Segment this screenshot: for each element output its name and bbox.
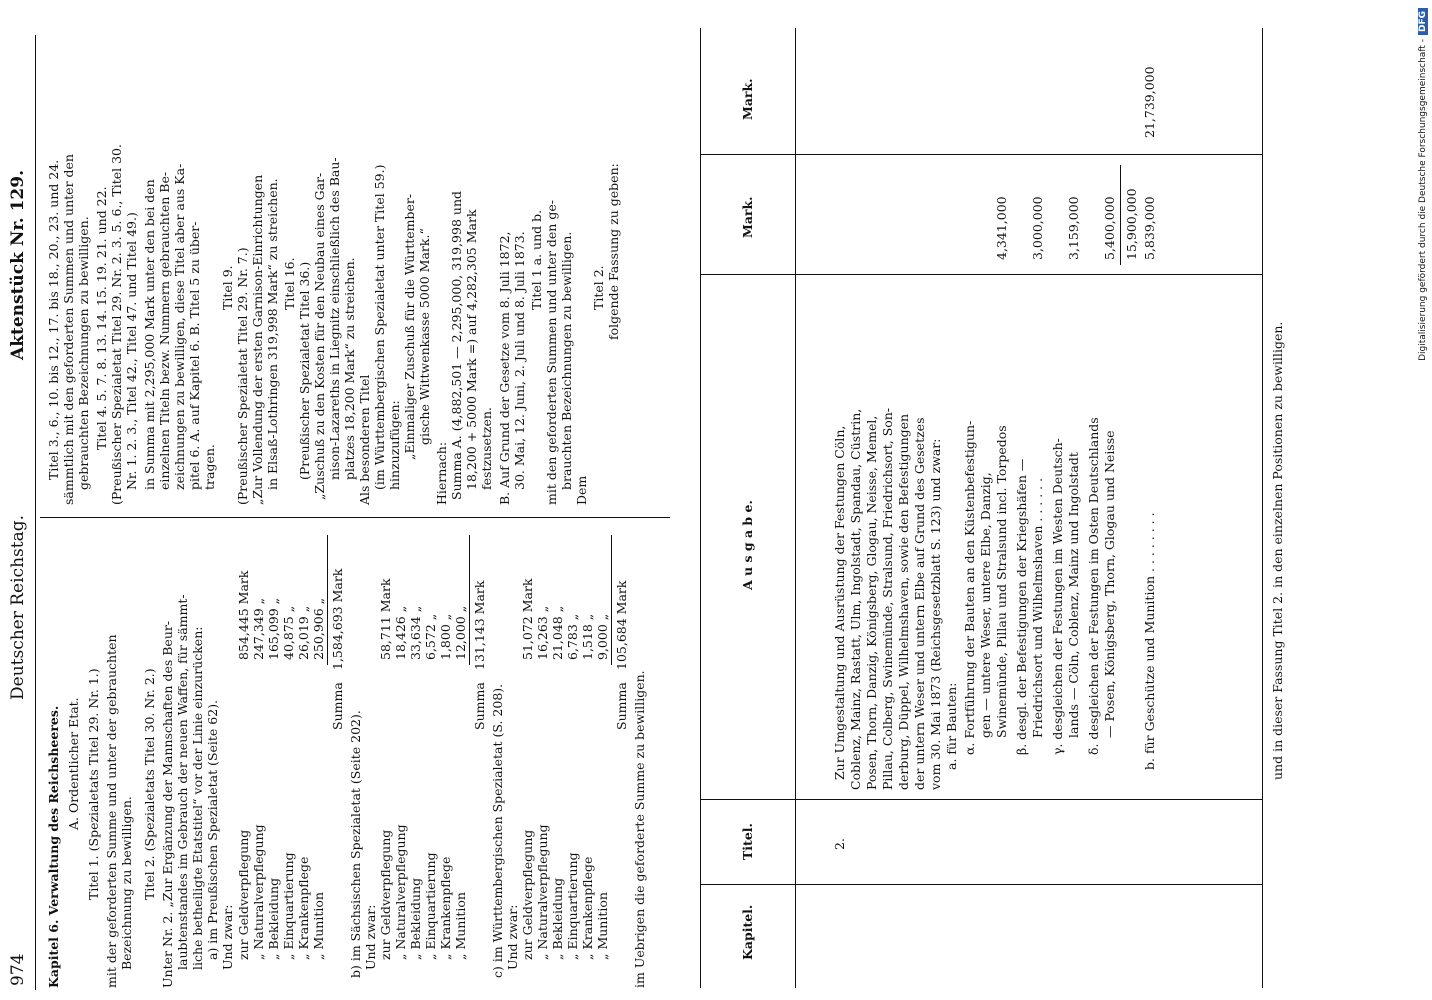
sum-value: 105,684 Mark [614, 580, 629, 670]
list-item-label: „ Naturalverpflegung [251, 824, 266, 960]
list-item-value: 18,426 „ [393, 605, 408, 660]
titel2-text-line: laubtenstandes im Gebrauch der neuen Waffen, für sämmt- [175, 594, 190, 970]
text-line: einzelnen Titeln bezw. Nummern gebrauchten Be- [157, 171, 172, 490]
column-rule [700, 799, 1262, 800]
header-kapitel: Kapitel. [740, 904, 755, 960]
digitization-credit [1418, 8, 1432, 994]
text-line: in Summa mit 2,295,000 Mark unter den bei den [142, 179, 157, 490]
text-line: (Preußischer Spezialetat Titel 29. Nr. 7.) [235, 247, 250, 505]
list-item-label: „ Krankenpflege [438, 856, 453, 960]
text-line: tragen. [202, 444, 217, 490]
text-line: hinzuzufügen: [387, 400, 402, 490]
list-item-value: 1,800 „ [438, 613, 453, 660]
titel-heading: Titel 16. [282, 257, 297, 310]
text-line: gische Wittwenkasse 5000 Mark.“ [417, 228, 432, 445]
titel1-text-line: Bezeichnung zu bewilligen. [119, 796, 134, 970]
text-line: Dem [574, 475, 589, 505]
header-titel: Titel. [740, 823, 755, 860]
text-line: sämmtlich mit den geforderten Summen und unter den [61, 154, 76, 505]
titel2-heading: Titel 2. (Spezialetats Titel 30. Nr. 2.) [142, 668, 157, 900]
text-line: pitel 6. A. auf Kapitel 6. B. Titel 5 zu über- [187, 221, 202, 490]
table-bottom-rule [1262, 28, 1263, 988]
sum-value: 131,143 Mark [472, 580, 487, 670]
list-item-value: 1,518 „ [580, 613, 595, 660]
list-item-label: „ Bekleidung [550, 877, 565, 960]
list-item-value: 250,906 „ [311, 597, 326, 660]
text-line: platzes 18,200 Mark“ zu streichen. [342, 257, 357, 480]
item-alpha-line: Swinemünde, Pillau und Stralsund incl. Torpedos [994, 425, 1009, 738]
kapitel-heading: Kapitel 6. Verwaltung des Reichsheeres. [46, 705, 61, 988]
wurttemberg-heading: c) im Württembergischen Spezialetat (S. 208). [490, 683, 505, 978]
item-b-value: 5,839,000 [1142, 196, 1157, 260]
saxony-heading: b) im Sächsischen Spezialetat (Seite 202). [348, 710, 363, 978]
text-line: Als besonderen Titel [357, 374, 372, 505]
item-alpha-line: gen — untere Weser, untere Elbe, Danzig, [978, 472, 993, 738]
list-item-value: 854,445 Mark [236, 570, 251, 660]
titel-number: 2. [832, 838, 847, 850]
sum-rule [611, 535, 612, 665]
titel2-text-line: Unter Nr. 2. „Zur Ergänzung der Mannschaften des Beur- [160, 620, 175, 988]
ausgabe-text-line: derburg, Düppel, Wilhelmshaven, sowie den Befestigungen [896, 413, 911, 790]
text-line: Nr. 1. 2. 3., Titel 42., Titel 47. und Titel 49.) [124, 212, 139, 490]
list-item-value: 21,048 „ [550, 605, 565, 660]
text-line: (Preußischer Spezialetat Titel 36.) [297, 261, 312, 480]
text-line: Hiernach: [434, 441, 449, 505]
column-rule [700, 274, 1262, 275]
item-alpha-line: α. Fortführung der Bauten an den Küstenbefestigun- [962, 420, 977, 755]
list-item-value: 51,072 Mark [520, 578, 535, 660]
sum-rule [469, 535, 470, 665]
list-item-label: „ Einquartierung [423, 852, 438, 960]
ausgabe-text-line: Pillau, Colberg, Swinemünde, Stralsund, Friedrichsort, Son- [880, 407, 895, 790]
text-line: (im Württembergischen Spezialetat unter Titel 59.) [372, 164, 387, 490]
text-line: in Elsaß-Lothringen 319,998 Mark“ zu streichen. [265, 178, 280, 490]
list-item-label: „ Munition [453, 892, 468, 960]
item-gamma-line: lands — Cöln, Coblenz, Mainz und Ingolstadt [1066, 452, 1081, 738]
list-item-value: 16,263 „ [535, 605, 550, 660]
ausgabe-text-line: Posen, Thorn, Danzig, Königsberg, Glogau, Neisse, Memel, [864, 415, 879, 790]
subtotal-value: 15,900,000 [1124, 188, 1139, 260]
text-line: „Zur Vollendung der ersten Garnison-Einrichtungen [250, 174, 265, 505]
text-line: (Preußischer Spezialetat Titel 29. Nr. 2. 3. 5. 6., Titel 30. [109, 144, 124, 505]
list-item-value: 26,019 „ [296, 605, 311, 660]
page-number: 974 [8, 953, 28, 986]
list-item-label: „ Naturalverpflegung [393, 824, 408, 960]
text-line: 18,200 + 5000 Mark =) auf 4,282,305 Mark [464, 209, 479, 490]
und-zwar: Und zwar: [220, 904, 235, 970]
header-ausgabe: A u s g a b e. [740, 500, 755, 590]
list-item-label: „ Munition [595, 892, 610, 960]
document-reference: Aktenstück Nr. 129. [8, 169, 28, 360]
text-line: zeichnungen zu bewilligen, diese Titel aber aus Ka- [172, 163, 187, 490]
item-gamma-line: γ. desgleichen der Festungen im Westen Deutsch- [1050, 438, 1065, 755]
list-item-label: „ Krankenpflege [580, 856, 595, 960]
list-item-value: 33,634 „ [408, 605, 423, 660]
item-delta-line: δ. desgleichen der Festungen im Osten Deutschlands [1086, 417, 1101, 755]
item-alpha-value: 4,341,000 [994, 196, 1009, 260]
list-item-value: 58,711 Mark [378, 578, 393, 660]
sum-value: 1,584,693 Mark [330, 568, 345, 670]
list-item-value: 9,000 „ [595, 613, 610, 660]
list-item-value: 12,000 „ [453, 605, 468, 660]
column-rule [700, 154, 1262, 155]
list-item-label: „ Bekleidung [266, 877, 281, 960]
list-item-label: zur Geldverpflegung [520, 829, 535, 960]
text-line: B. Auf Grund der Gesetze vom 8. Juli 1872, [497, 231, 512, 505]
list-item-label: „ Einquartierung [565, 852, 580, 960]
subtotal-rule [1120, 165, 1121, 265]
list-item-label: „ Naturalverpflegung [535, 824, 550, 960]
titel-heading: Titel 9. [220, 265, 235, 310]
prussia-heading: a) im Preußischen Spezialetat (Seite 62). [205, 699, 220, 960]
credit-text: Digitalisierung gefördert durch die Deutsche Forschungsgemeinschaft - [1418, 39, 1428, 361]
text-line: folgende Fassung zu geben: [606, 163, 621, 340]
list-item-label: zur Geldverpflegung [378, 829, 393, 960]
list-item-label: „ Einquartierung [281, 852, 296, 960]
item-delta-line: — Posen, Königsberg, Thorn, Glogau und Neisse [1102, 430, 1117, 738]
header-mark-2: Mark. [740, 78, 755, 120]
table-header-rule [795, 28, 796, 988]
und-zwar: Und zwar: [363, 904, 378, 970]
column-divider [40, 517, 670, 518]
sum-rule [327, 535, 328, 665]
sum-label: Summa [472, 682, 487, 730]
text-line: Titel 3., 6., 10. bis 12., 17. bis 18., 20., 23. und 24. [46, 159, 61, 480]
header-mark-1: Mark. [740, 196, 755, 238]
titel1-heading: Titel 1. (Spezialetats Titel 29. Nr. 1.) [86, 668, 101, 900]
ausgabe-text-line: a. für Bauten: [944, 682, 959, 770]
item-delta-value: 5,400,000 [1102, 196, 1117, 260]
dfg-logo: DFG [1418, 8, 1428, 35]
text-line: Titel 4. 5. 7. 8. 13. 14. 15. 19. 21. und 22. [94, 186, 109, 450]
item-beta-line: Friedrichsort und Wilhelmshaven . . . . . . [1030, 477, 1045, 738]
sum-label: Summa [330, 682, 345, 730]
text-line: nison-Lazareths in Liegnitz einschließlich des Bau- [327, 157, 342, 480]
text-line: brauchten Bezeichnungen zu bewilligen. [559, 231, 574, 490]
list-item-label: „ Krankenpflege [296, 856, 311, 960]
ausgabe-text-line: der untern Weser und untern Elbe auf Grund des Gesetzes [912, 417, 927, 790]
table-footer: und in dieser Fassung Titel 2. in den einzelnen Positionen zu bewilligen. [1270, 321, 1285, 780]
list-item-label: zur Geldverpflegung [236, 829, 251, 960]
text-line: festzusetzen. [479, 407, 494, 490]
ausgabe-text-line: Coblenz, Mainz, Rastatt, Ulm, Ingolstadt, Spandau, Cüstrin, [848, 408, 863, 790]
item-gamma-value: 3,159,000 [1066, 196, 1081, 260]
list-item-value: 247,349 „ [251, 597, 266, 660]
list-item-value: 165,099 „ [266, 597, 281, 660]
text-line: Summa A. (4,882,501 — 2,295,000, 319,998 und [449, 191, 464, 500]
header-rule [35, 35, 36, 990]
ausgabe-text-line: Zur Umgestaltung und Ausrüstung der Festungen Cöln, [832, 425, 847, 780]
list-item-label: „ Munition [311, 892, 326, 960]
column-rule [700, 884, 1262, 885]
sum-label: Summa [614, 682, 629, 730]
item-b-label: b. für Geschütze und Munition . . . . . . . . [1142, 512, 1157, 770]
item-beta-value: 3,000,000 [1030, 196, 1045, 260]
closing-line: im Uebrigen die geforderte Summe zu bewilligen. [632, 670, 647, 988]
titel-heading: Titel 2. [591, 265, 606, 310]
text-line: mit den geforderten Summen und unter den ge- [544, 200, 559, 505]
list-item-label: „ Bekleidung [408, 877, 423, 960]
ausgabe-text-line: vom 30. Mai 1873 (Reichsgesetzblatt S. 123) und zwar: [928, 438, 943, 790]
titel2-text-line: liche betheiligte Etatstitel“ vor der Linie einzurücken: [190, 626, 205, 970]
text-line: „Einmaliger Zuschuß für die Württember- [402, 193, 417, 460]
running-title: Deutscher Reichstag. [8, 515, 28, 700]
total-value: 21,739,000 [1142, 66, 1157, 138]
list-item-value: 40,875 „ [281, 605, 296, 660]
text-line: 30. Mai, 12. Juni, 2. Juli und 8. Juli 1873. [512, 231, 527, 490]
credit-text-wrap [1418, 8, 1428, 994]
item-beta-line: β. desgl. der Befestigungen der Kriegshäfen — [1014, 458, 1029, 755]
table-top-rule [700, 28, 701, 988]
text-line: „Zuschuß zu den Kosten für den Neubau eines Gar- [312, 172, 327, 500]
titel-heading: Titel 1 a. und b. [529, 209, 544, 310]
titel1-text-line: mit der geforderten Summe und unter der gebrauchten [104, 634, 119, 988]
list-item-value: 6,572 „ [423, 613, 438, 660]
text-line: gebrauchten Bezeichnungen zu bewilligen. [76, 216, 91, 490]
section-a-heading: A. Ordentlicher Etat. [66, 697, 81, 830]
und-zwar: Und zwar: [505, 904, 520, 970]
list-item-value: 6,783 „ [565, 613, 580, 660]
